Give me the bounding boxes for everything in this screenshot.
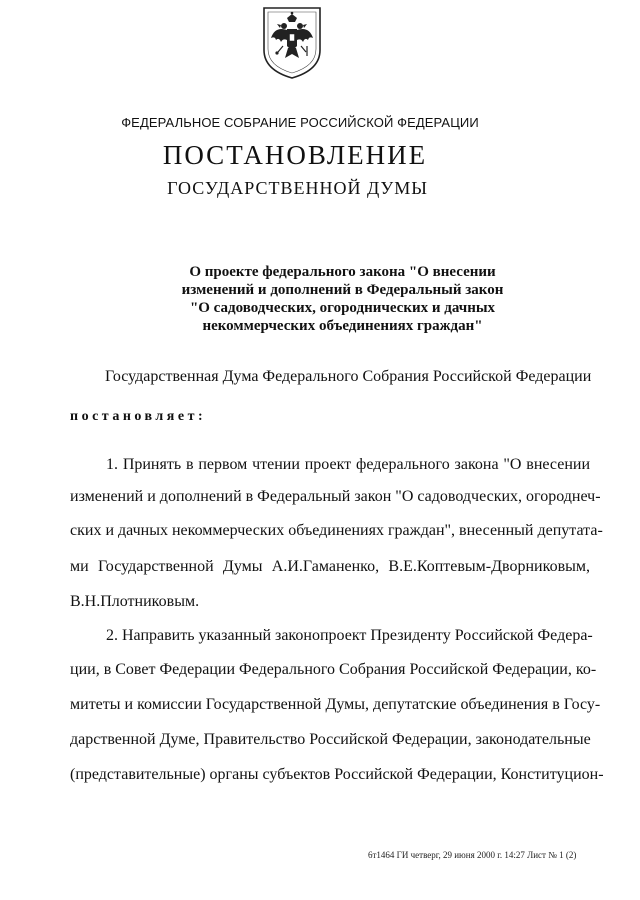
preamble-text: Государственная Дума Федерального Собрания Российской Федерации bbox=[105, 368, 592, 385]
item1-line: ских и дачных некоммерческих объединениях граждан", внесенный депутата- bbox=[70, 522, 603, 539]
heading-line: некоммерческих объединениях граждан" bbox=[202, 318, 483, 334]
heading-line: "О садоводческих, огороднических и дачных bbox=[189, 300, 496, 316]
coat-of-arms-icon bbox=[261, 6, 323, 80]
item2-line: ции, в Совет Федерации Федерального Собрания Российской Федерации, ко- bbox=[70, 661, 597, 678]
item2-line: митеты и комиссии Государственной Думы, депутатские объединения в Госу- bbox=[70, 696, 601, 713]
heading-line: изменений и дополнений в Федеральный закон bbox=[181, 282, 504, 298]
assembly-name: ФЕДЕРАЛЬНОЕ СОБРАНИЕ РОССИЙСКОЙ ФЕДЕРАЦИИ bbox=[121, 115, 479, 130]
decrees-word: постановляет: bbox=[70, 409, 207, 424]
item1-line: изменений и дополнений в Федеральный закон "О садоводческих, огороднеч- bbox=[70, 488, 601, 505]
item2-line: 2. Направить указанный законопроект Президенту Российской Федера- bbox=[106, 627, 593, 644]
item2-line: (представительные) органы субъектов Российской Федерации, Конституцион- bbox=[70, 766, 604, 783]
document-title: ПОСТАНОВЛЕНИЕ bbox=[162, 140, 428, 170]
heading-line: О проекте федерального закона "О внесении bbox=[189, 264, 496, 280]
item2-line: дарственной Думе, Правительство Российской Федерации, законодательные bbox=[70, 731, 591, 748]
resolution-heading bbox=[150, 263, 535, 335]
document-subtitle: ГОСУДАРСТВЕННОЙ ДУМЫ bbox=[167, 178, 428, 198]
item1-line: В.Н.Плотниковым. bbox=[70, 593, 200, 610]
item1-line: 1. Принять в первом чтении проект федерального закона "О внесении bbox=[106, 456, 590, 473]
print-footer: 6т1464 ГИ четверг, 29 июня 2000 г. 14:27 Лист № 1 (2) bbox=[368, 850, 577, 860]
item1-line: ми Государственной Думы А.И.Гаманенко, В.Е.Коптевым-Дворниковым, bbox=[70, 558, 590, 575]
